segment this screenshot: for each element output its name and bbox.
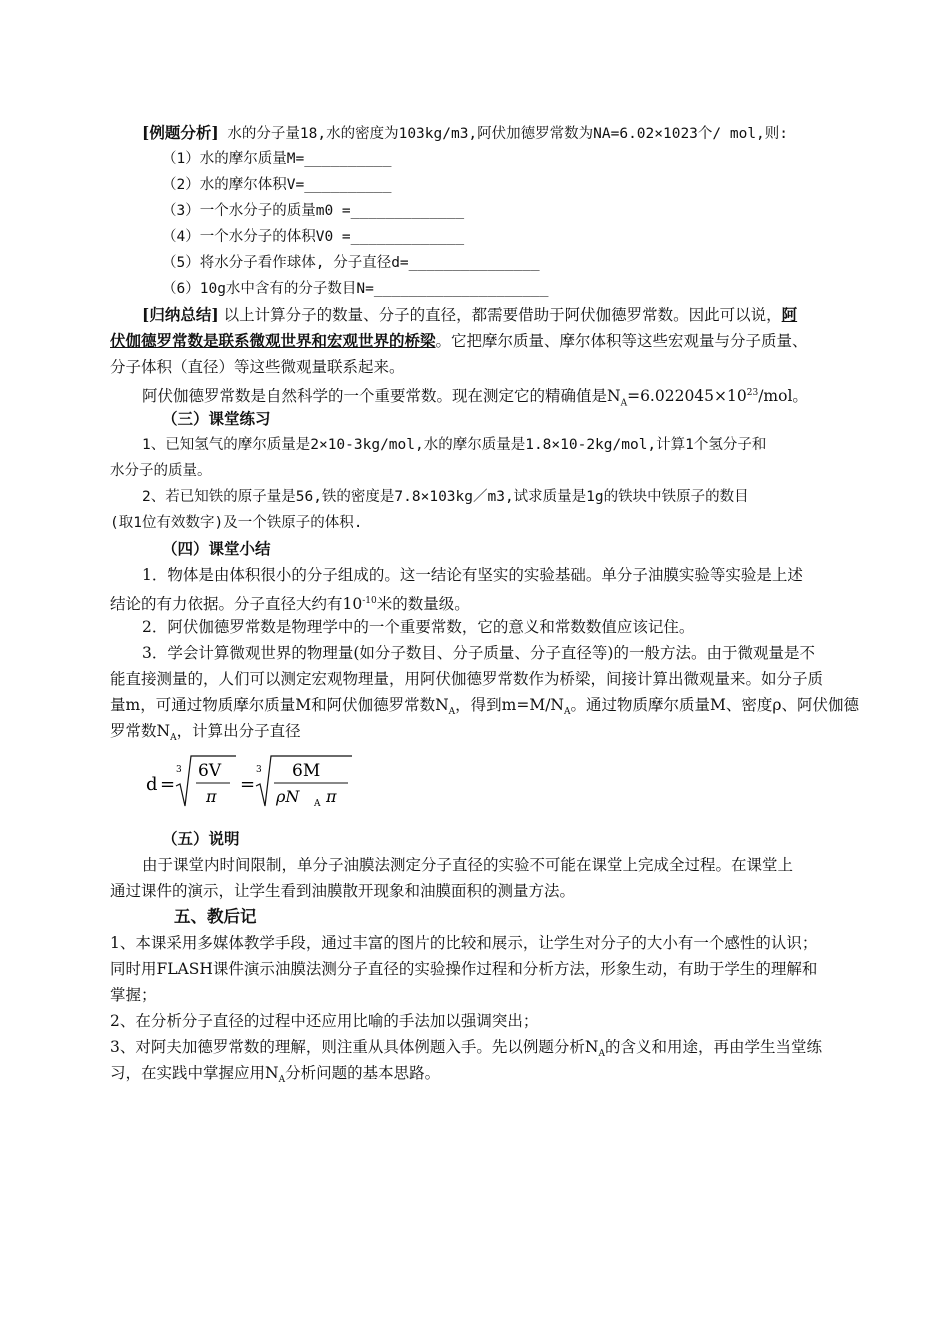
example-item-1: （1）水的摩尔质量M=__________ (162, 151, 392, 167)
afterword-2: 2、在分析分子直径的过程中还应用比喻的手法加以强调突出； (110, 1012, 539, 1030)
example-item-6: （6）10g水中含有的分子数目N=____________________ (162, 281, 549, 297)
practice-2b: (取1位有效数字)及一个铁原子的体积. (110, 515, 363, 531)
formula-den-1: π (206, 787, 217, 806)
formula-num-1: 6V (198, 761, 222, 781)
conclusion-3a: 3．学会计算微观世界的物理量(如分子数目、分子质量、分子直径等)的一般方法。由于微观量是不 (142, 644, 815, 662)
example-item-2: （2）水的摩尔体积V=__________ (162, 177, 392, 193)
formula-den-2b: π (326, 787, 337, 806)
afterword-3b: 习，在实践中掌握应用$N_A$分析问题的基本思路。 (110, 1064, 441, 1086)
note-1: 由于课堂内时间限制，单分子油膜法测定分子直径的实验不可能在课堂上完成全过程。在课堂上 (142, 856, 794, 874)
afterword-3a: 3、对阿夫加德罗常数的理解，则注重从具体例题入手。先以例题分析$N_A$的含义和用途，再由学生当堂练 (110, 1038, 822, 1060)
formula-den-2a: ρN (276, 787, 300, 806)
formula-den-2-sub: A (314, 799, 321, 809)
afterword-1a: 1、本课采用多媒体教学手段，通过丰富的图片的比较和展示，让学生对分子的大小有一个感性的认识； (110, 934, 818, 952)
afterword-1c: 掌握； (110, 986, 157, 1004)
formula-root-index-1: 3 (176, 765, 182, 775)
conclusion-3b: 能直接测量的，人们可以测定宏观物理量，用阿伏伽德罗常数作为桥梁，间接计算出微观量来。如分子质 (110, 670, 824, 688)
summary-line-4: 阿伏伽德罗常数是自然科学的一个重要常数。现在测定它的精确值是$N_A=6.022045\times 10^{23}$/mol。 (142, 387, 808, 409)
diameter-formula (146, 750, 870, 816)
example-intro: [例题分析] 水的分子量18,水的密度为103kg/m3,阿伏加德罗常数为NA=6.02×1023个/ mol,则: (142, 123, 789, 142)
example-label: [例题分析] (142, 123, 219, 142)
practice-1a: 1、已知氢气的摩尔质量是2×10-3kg/mol,水的摩尔质量是1.8×10-2kg/mol,计算1个氢分子和 (142, 437, 767, 453)
summary-label: [归纳总结] (142, 305, 219, 324)
summary-line-3: 分子体积（直径）等这些微观量联系起来。 (110, 358, 405, 376)
afterword-title: 五、教后记 (174, 907, 257, 926)
formula-eq-1: = (160, 774, 176, 795)
summary-line-1: [归纳总结] 以上计算分子的数量、分子的直径，都需要借助于阿伏伽德罗常数。因此可以说，阿 (142, 305, 798, 324)
formula-num-2: 6M (292, 761, 321, 781)
conclusion-2: 2．阿伏伽德罗常数是物理学中的一个重要常数，它的意义和常数数值应该记住。 (142, 618, 695, 636)
practice-1b: 水分子的质量。 (110, 463, 212, 479)
example-item-3: （3）一个水分子的质量m0 =_____________ (162, 203, 465, 219)
summary-line-2: 伏伽德罗常数是联系微观世界和宏观世界的桥梁。它把摩尔质量、摩尔体积等这些宏观量与分子质量、 (110, 331, 808, 350)
document-page (110, 120, 870, 1086)
formula-d: d (146, 774, 158, 795)
conclusion-1a: 1．物体是由体积很小的分子组成的。这一结论有坚实的实验基础。单分子油膜实验等实验是上述 (142, 566, 803, 584)
example-item-4: （4）一个水分子的体积V0 =_____________ (162, 229, 465, 245)
note-title: （五）说明 (162, 829, 240, 848)
summary-key-statement: 伏伽德罗常数是联系微观世界和宏观世界的桥梁 (110, 331, 436, 350)
conclusion-3d: 罗常数$N_A$，计算出分子直径 (110, 722, 301, 744)
conclusion-1b: 结论的有力依据。分子直径大约有$10^{-10}$米的数量级。 (110, 595, 470, 614)
example-item-5: （5）将水分子看作球体, 分子直径d=_______________ (162, 255, 540, 271)
formula-root-index-2: 3 (256, 765, 262, 775)
formula-eq-2: = (240, 774, 256, 795)
conclusion-title: （四）课堂小结 (162, 539, 271, 558)
conclusion-3c: 量m，可通过物质摩尔质量M和阿伏伽德罗常数$N_A$，得到$m=M/N_A$。通过物质摩尔质量M、密度ρ、阿伏伽德 (110, 696, 859, 718)
practice-2a: 2、若已知铁的原子量是56,铁的密度是7.8×103kg／m3,试求质量是1g的铁块中铁原子的数目 (142, 489, 749, 505)
note-2: 通过课件的演示，让学生看到油膜散开现象和油膜面积的测量方法。 (110, 882, 576, 900)
formula-graphic (146, 750, 466, 816)
practice-title: （三）课堂练习 (162, 409, 271, 428)
afterword-1b: 同时用FLASH课件演示油膜法测分子直径的实验操作过程和分析方法，形象生动，有助于学生的理解和 (110, 960, 818, 978)
